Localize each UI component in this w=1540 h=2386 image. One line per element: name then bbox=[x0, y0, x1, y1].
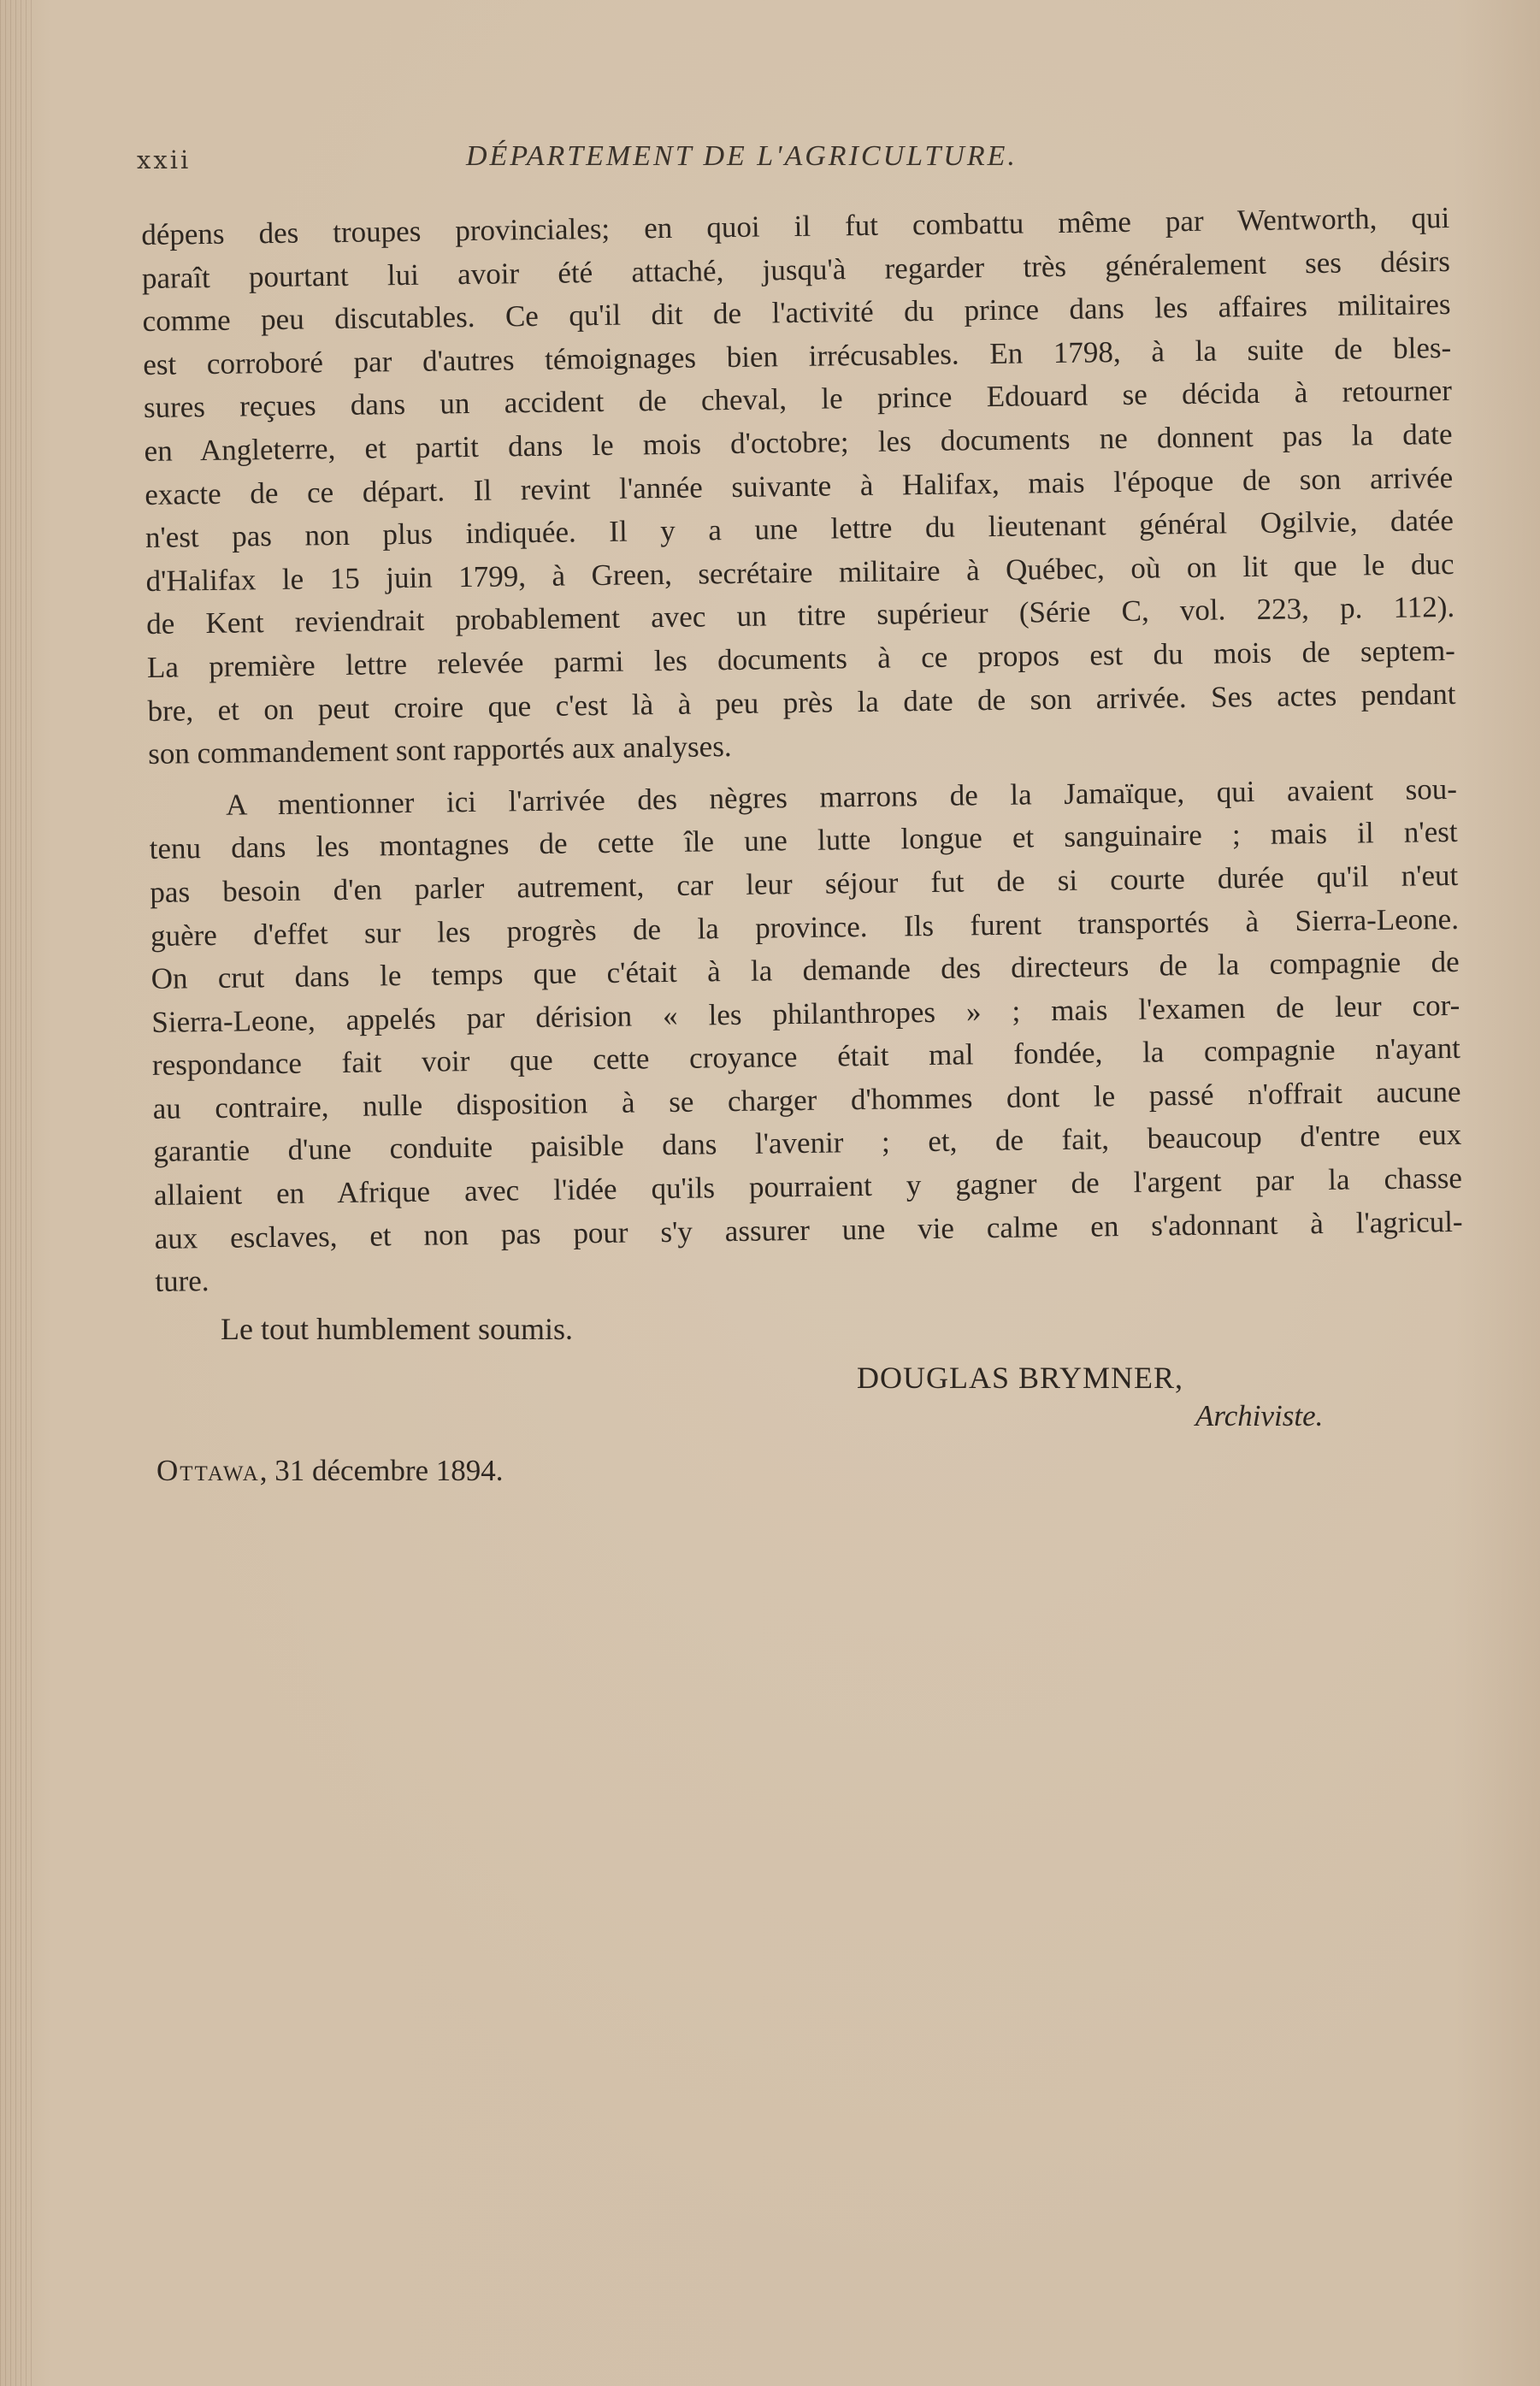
text-line: comme peu discutables. Ce qu'il dit de l'activité du prince dans les affaires militaires bbox=[142, 287, 1451, 339]
dateline-date: , 31 décembre 1894. bbox=[259, 1454, 504, 1487]
closing-line: Le tout humblement soumis. bbox=[221, 1312, 573, 1346]
paragraph-1 bbox=[141, 197, 1456, 777]
text-line: respondance fait voir que cette croyance était mal fondée, la compagnie n'ayant bbox=[151, 1031, 1461, 1083]
signature-name: DOUGLAS BRYMNER, bbox=[857, 1361, 1184, 1395]
dateline-place: Ottawa bbox=[156, 1454, 260, 1487]
dateline bbox=[156, 1454, 504, 1488]
page-edge-shading bbox=[0, 0, 36, 2386]
text-line: exacte de ce départ. Il revint l'année suivante à Halifax, mais l'époque de son arrivée bbox=[145, 460, 1454, 511]
text-line: A mentionner ici l'arrivée des nègres marrons de la Jamaïque, qui avaient sou- bbox=[225, 771, 1458, 822]
text-line: de Kent reviendrait probablement avec un titre supérieur (Série C, vol. 223, p. 112). bbox=[146, 590, 1455, 641]
text-line: est corroboré par d'autres témoignages bien irrécusables. En 1798, à la suite de bles- bbox=[143, 330, 1452, 381]
text-line: pas besoin d'en parler autrement, car leur séjour fut de si courte durée qu'il n'eut bbox=[150, 858, 1459, 909]
paragraph-2 bbox=[149, 768, 1464, 1304]
text-line: La première lettre relevée parmi les documents à ce propos est du mois de septem- bbox=[146, 633, 1456, 684]
text-line: sures reçues dans un accident de cheval, le prince Edouard se décida à retourner bbox=[143, 374, 1453, 425]
text-line: son commandement sont rapportés aux analyses. bbox=[148, 729, 732, 771]
text-line: au contraire, nulle disposition à se charger d'hommes dont le passé n'offrait aucune bbox=[152, 1074, 1461, 1125]
page-number: xxii bbox=[137, 145, 192, 174]
text-line: garantie d'une conduite paisible dans l'avenir ; et, de fait, beaucoup d'entre eux bbox=[153, 1118, 1462, 1169]
text-line: tenu dans les montagnes de cette île une lutte longue et sanguinaire ; mais il n'est bbox=[149, 815, 1458, 866]
text-line: Sierra-Leone, appelés par dérision « les philanthropes » ; mais l'examen de leur cor- bbox=[151, 988, 1460, 1039]
text-line: dépens des troupes provinciales; en quoi il fut combattu même par Wentworth, qui bbox=[141, 200, 1450, 251]
signature-title: Archiviste. bbox=[1195, 1399, 1324, 1432]
text-line: On crut dans le temps que c'était à la demande des directeurs de la compagnie de bbox=[150, 944, 1460, 996]
body-text bbox=[141, 197, 1464, 1304]
text-line: en Angleterre, et partit dans le mois d'octobre; les documents ne donnent pas la date bbox=[144, 416, 1453, 468]
text-line: bre, et on peut croire que c'est là à peu près la date de son arrivée. Ses actes pendant bbox=[147, 676, 1456, 728]
text-line: d'Halifax le 15 juin 1799, à Green, secrétaire militaire à Québec, où on lit que le duc bbox=[145, 546, 1454, 598]
text-line: aux esclaves, et non pas pour s'y assurer une vie calme en s'adonnant à l'agricul- bbox=[154, 1204, 1463, 1255]
text-line: guère d'effet sur les progrès de la province. Ils furent transportés à Sierra-Leone. bbox=[150, 901, 1460, 953]
header-title: DÉPARTEMENT DE L'AGRICULTURE. bbox=[466, 140, 1018, 172]
running-head bbox=[128, 135, 1445, 178]
text-line: n'est pas non plus indiquée. Il y a une lettre du lieutenant général Ogilvie, datée bbox=[145, 504, 1454, 555]
text-line: paraît pourtant lui avoir été attaché, jusqu'à regarder très généralement ses désirs bbox=[141, 244, 1451, 295]
text-line: allaient en Afrique avec l'idée qu'ils pourraient y gagner de l'argent par la chasse bbox=[153, 1161, 1463, 1212]
text-line: ture. bbox=[155, 1264, 209, 1299]
